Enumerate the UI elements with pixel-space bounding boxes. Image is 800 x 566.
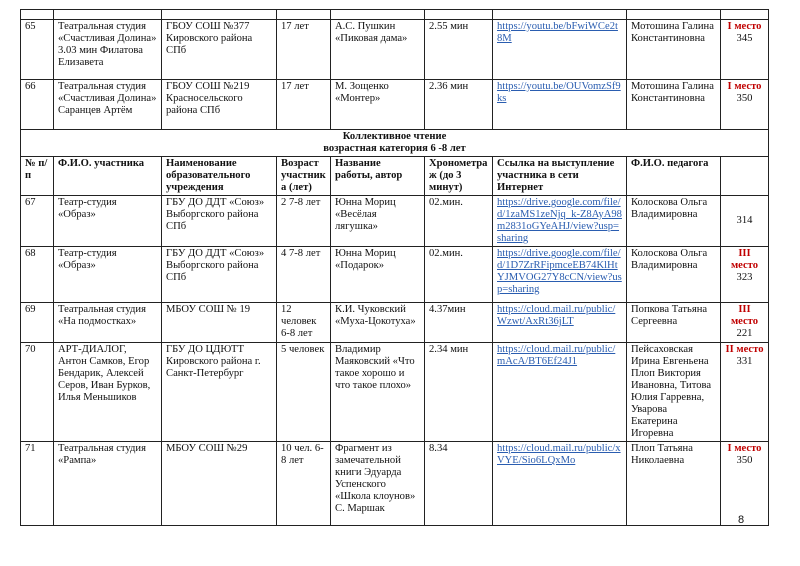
work: Юнна Мориц «Подарок» bbox=[331, 247, 425, 303]
video-link[interactable]: https://cloud.mail.ru/public/mAcA/BT6Ef24J1 bbox=[497, 344, 616, 367]
teacher: Мотошина Галина Константиновна bbox=[627, 20, 721, 80]
institution: ГБОУ СОШ №377 Кировского района СПб bbox=[162, 20, 277, 80]
section-header bbox=[21, 130, 769, 157]
table-row bbox=[21, 80, 769, 130]
duration: 2.55 мин bbox=[425, 20, 493, 80]
video-link[interactable]: https://cloud.mail.ru/public/Wzwt/AxRt36jLT bbox=[497, 304, 616, 327]
row-number: 70 bbox=[21, 343, 54, 442]
score: 350 bbox=[736, 93, 753, 104]
page-number: 8 bbox=[738, 514, 745, 526]
video-link[interactable]: https://cloud.mail.ru/public/xVYE/Sio6LQxMo bbox=[497, 443, 621, 466]
duration: 4.37мин bbox=[425, 303, 493, 343]
age: 12 человек 6-8 лет bbox=[277, 303, 331, 343]
participant: АРТ-ДИАЛОГ, Антон Самков, Егор Бендарик, Алексей Серов, Иван Бурков, Илья Меньшиков bbox=[54, 343, 162, 442]
place-badge: I место bbox=[727, 443, 762, 454]
participant: Театральная студия «Рампа» bbox=[54, 442, 162, 526]
duration: 02.мин. bbox=[425, 196, 493, 247]
age: 17 лет bbox=[277, 20, 331, 80]
table-row bbox=[21, 303, 769, 343]
participant: Театральная студия «Счастливая Долина» Саранцев Артём bbox=[54, 80, 162, 130]
row-number: 68 bbox=[21, 247, 54, 303]
header-teacher: Ф.И.О. педагога bbox=[627, 157, 721, 196]
duration: 8.34 bbox=[425, 442, 493, 526]
row-number: 69 bbox=[21, 303, 54, 343]
institution: МБОУ СОШ №29 bbox=[162, 442, 277, 526]
work: М. Зощенко «Монтер» bbox=[331, 80, 425, 130]
teacher: Мотошина Галина Константиновна bbox=[627, 80, 721, 130]
place-badge: III место bbox=[730, 304, 759, 327]
table-row bbox=[21, 196, 769, 247]
table-row bbox=[21, 343, 769, 442]
table-row bbox=[21, 247, 769, 303]
duration: 2.36 мин bbox=[425, 80, 493, 130]
header-participant: Ф.И.О. участника bbox=[54, 157, 162, 196]
duration: 02.мин. bbox=[425, 247, 493, 303]
participant: Театр-студия «Образ» bbox=[54, 196, 162, 247]
header-institution: Наименование образовательного учреждения bbox=[162, 157, 277, 196]
place-badge: I место bbox=[727, 21, 762, 32]
work: Юнна Мориц «Весёлая лягушка» bbox=[331, 196, 425, 247]
work: Владимир Маяковский «Что такое хорошо и что такое плохо» bbox=[331, 343, 425, 442]
header-result bbox=[721, 157, 769, 196]
age: 2 7-8 лет bbox=[277, 196, 331, 247]
section-title: Коллективное чтение bbox=[342, 131, 447, 142]
place-badge: III место bbox=[730, 248, 759, 271]
work: Фрагмент из замечательной книги Эдуарда Успенского «Школа клоунов» С. Маршак bbox=[331, 442, 425, 526]
score: 331 bbox=[736, 356, 753, 367]
video-link[interactable]: https://drive.google.com/file/d/1D7ZrRFipmceEB74KlHtYJMVOG27Y8cCN/view?usp=sharing bbox=[497, 248, 622, 295]
section-subtitle: возрастная категория 6 -8 лет bbox=[323, 143, 466, 154]
age: 4 7-8 лет bbox=[277, 247, 331, 303]
score: 323 bbox=[736, 272, 753, 283]
score: 314 bbox=[736, 215, 753, 226]
institution: МБОУ СОШ № 19 bbox=[162, 303, 277, 343]
row-number: 71 bbox=[21, 442, 54, 526]
header-age: Возраст участника (лет) bbox=[277, 157, 331, 196]
row-number: 67 bbox=[21, 196, 54, 247]
video-link[interactable]: https://youtu.be/OUVomzSf9ks bbox=[497, 81, 621, 104]
teacher: Плоп Татьяна Николаевна bbox=[627, 442, 721, 526]
teacher: Пейсаховская Ирина Евгеньена Плоп Виктория Ивановна, Титова Юлия Гарревна, Уварова Екатерина Игоревна bbox=[627, 343, 721, 442]
previous-row-tail bbox=[21, 10, 769, 20]
participant: Театральная студия «Счастливая Долина» 3.03 мин Филатова Елизавета bbox=[54, 20, 162, 80]
participant: Театр-студия «Образ» bbox=[54, 247, 162, 303]
duration: 2.34 мин bbox=[425, 343, 493, 442]
place-badge: II место bbox=[725, 344, 764, 355]
results-table bbox=[20, 9, 769, 526]
teacher: Колоскова Ольга Владимировна bbox=[627, 247, 721, 303]
table-row bbox=[21, 20, 769, 80]
header-duration: Хронометраж (до 3 минут) bbox=[425, 157, 493, 196]
participant: Театральная студия «На подмостках» bbox=[54, 303, 162, 343]
work: К.И. Чуковский «Муха-Цокотуха» bbox=[331, 303, 425, 343]
row-number: 66 bbox=[21, 80, 54, 130]
institution: ГБУ ДО ДДТ «Союз» Выборгского района СПб bbox=[162, 196, 277, 247]
institution: ГБОУ СОШ №219 Красносельского района СПб bbox=[162, 80, 277, 130]
institution: ГБУ ДО ДДТ «Союз» Выборгского района СПб bbox=[162, 247, 277, 303]
header-work: Название работы, автор bbox=[331, 157, 425, 196]
age: 10 чел. 6-8 лет bbox=[277, 442, 331, 526]
teacher: Попкова Татьяна Сергеевна bbox=[627, 303, 721, 343]
score: 345 bbox=[736, 33, 753, 44]
header-link: Ссылка на выступление участника в сети Интернет bbox=[493, 157, 627, 196]
table-row bbox=[21, 442, 769, 526]
work: А.С. Пушкин «Пиковая дама» bbox=[331, 20, 425, 80]
institution: ГБУ ДО ЦДЮТТ Кировского района г. Санкт-Петербург bbox=[162, 343, 277, 442]
header-num: № п/п bbox=[21, 157, 54, 196]
age: 5 человек bbox=[277, 343, 331, 442]
video-link[interactable]: https://drive.google.com/file/d/1zaMS1zeNjq_k-Z8AyA98m2831oGYeAHJ/view?usp=sharing bbox=[497, 197, 622, 244]
score: 350 bbox=[736, 455, 753, 466]
row-number: 65 bbox=[21, 20, 54, 80]
teacher: Колоскова Ольга Владимировна bbox=[627, 196, 721, 247]
score: 221 bbox=[736, 328, 753, 339]
video-link[interactable]: https://youtu.be/bFwiWCe2t8M bbox=[497, 21, 618, 44]
place-badge: I место bbox=[727, 81, 762, 92]
age: 17 лет bbox=[277, 80, 331, 130]
column-headers bbox=[21, 157, 769, 196]
